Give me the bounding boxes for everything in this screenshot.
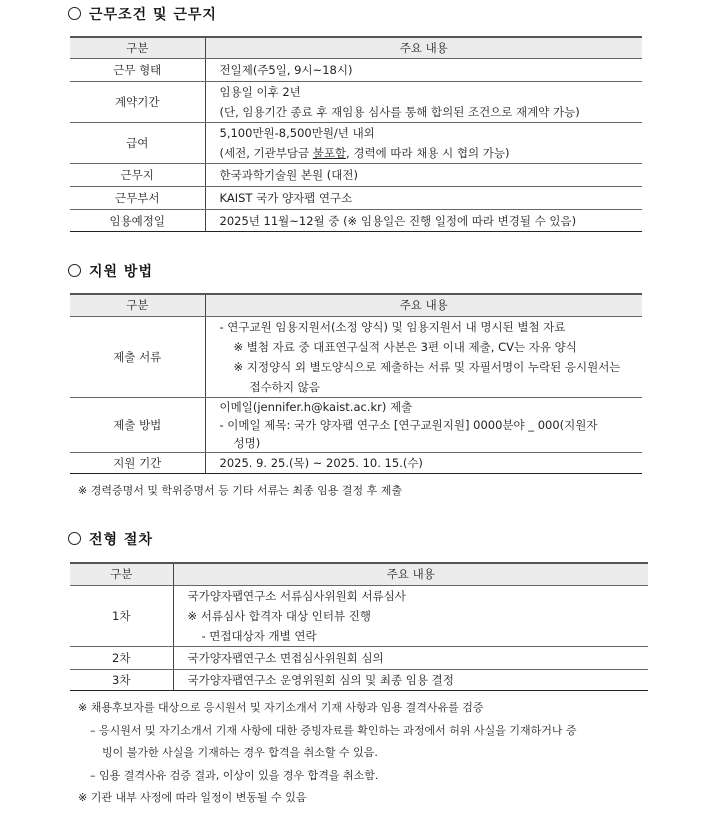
value-line: 임용일 이후 2년 (219, 85, 301, 99)
value-line (220, 143, 643, 163)
header-category: 구분 (70, 563, 173, 585)
table-row (70, 123, 642, 164)
section-title-selection (68, 529, 153, 549)
table-row (70, 187, 642, 210)
work-conditions-table (70, 36, 642, 232)
circle-bullet-icon (68, 7, 81, 20)
row-value (173, 585, 648, 646)
header-content: 주요 내용 (173, 563, 648, 585)
table-row (70, 646, 648, 669)
row-value: 국가양자팹연구소 면접심사위원회 심의 (173, 646, 648, 669)
row-value: KAIST 국가 양자팹 연구소 (205, 187, 642, 210)
note-line: – 임용 결격사유 검증 결과, 이상이 있을 경우 합격을 취소함. (90, 768, 379, 782)
note-line: ※ 채용후보자를 대상으로 응시원서 및 자기소개서 기재 사항과 임용 결격사유를 검증 (78, 701, 484, 714)
section-title-text: 전형 절차 (89, 532, 153, 548)
application-note: ※ 경력증명서 및 학위증명서 등 기타 서류는 최종 임용 결정 후 제출 (78, 484, 402, 497)
value-line: - 연구교원 임용지원서(소정 양식) 및 임용지원서 내 명시된 별첨 자료 (219, 319, 566, 334)
row-label: 계약기간 (70, 82, 205, 123)
application-table (70, 293, 642, 474)
header-category: 구분 (70, 37, 205, 59)
row-label: 1차 (70, 585, 173, 646)
value-line: 이메일(jennifer.h@kaist.ac.kr) 제출 (219, 399, 413, 414)
note-line: – 응시원서 및 자기소개서 기재 사항에 대한 증빙자료를 확인하는 과정에서 허위 사실을 기재하거나 증 (90, 723, 577, 737)
selection-notes (78, 697, 577, 810)
value-line: 성명) (233, 435, 261, 450)
section-title-text: 지원 방법 (89, 264, 153, 280)
value-line: ※ 서류심사 합격자 대상 인터뷰 진행 (187, 608, 371, 623)
row-value: 2025. 9. 25.(목) ~ 2025. 10. 15.(수) (205, 452, 642, 473)
value-line: 국가양자팹연구소 서류심사위원회 서류심사 (187, 588, 406, 603)
row-value: 2025년 11월~12월 중 (※ 임용일은 진행 일정에 따라 변경될 수 있음) (205, 210, 642, 232)
row-value: 한국과학기술원 본원 (대전) (205, 164, 642, 187)
value-line: 5,100만원-8,500만원/년 내외 (219, 126, 375, 140)
row-label: 2차 (70, 646, 173, 669)
row-value (205, 316, 642, 397)
row-value: 전일제(주5일, 9시~18시) (205, 59, 642, 82)
table-row (70, 164, 642, 187)
row-value (205, 82, 642, 123)
header-content: 주요 내용 (205, 294, 642, 316)
row-label: 지원 기간 (70, 452, 205, 473)
value-line: (단, 임용기간 종료 후 재임용 심사를 통해 합의된 조건으로 재계약 가능) (219, 105, 580, 119)
row-label: 제출 서류 (70, 316, 205, 397)
table-row (70, 585, 648, 646)
value-line: ※ 별첨 자료 중 대표연구실적 사본은 3편 이내 제출, CV는 자유 양식 (233, 339, 577, 354)
row-label: 임용예정일 (70, 210, 205, 232)
circle-bullet-icon (68, 264, 81, 277)
table-row (70, 397, 642, 452)
selection-table (70, 562, 648, 691)
circle-bullet-icon (68, 532, 81, 545)
row-value (205, 123, 642, 164)
table-row (70, 59, 642, 82)
row-label: 제출 방법 (70, 397, 205, 452)
section-title-work-conditions (68, 4, 217, 24)
table-row (70, 452, 642, 473)
table-row (70, 82, 642, 123)
row-label: 근무 형태 (70, 59, 205, 82)
row-label: 3차 (70, 669, 173, 690)
value-line: - 면접대상자 개별 연락 (201, 628, 317, 643)
row-value (205, 397, 642, 452)
header-content: 주요 내용 (205, 37, 642, 59)
note-line: ※ 기관 내부 사정에 따라 일정이 변동될 수 있음 (78, 791, 307, 804)
underlined-text: 불포함 (312, 146, 347, 160)
value-line: - 이메일 제목: 국가 양자팹 연구소 [연구교원지원] 0000분야 _ 000(지원자 (219, 417, 598, 432)
row-label: 근무지 (70, 164, 205, 187)
header-category: 구분 (70, 294, 205, 316)
value-text: , 경력에 따라 채용 시 협의 가능) (346, 146, 510, 160)
table-row (70, 316, 642, 397)
row-label: 근무부서 (70, 187, 205, 210)
table-row (70, 210, 642, 232)
value-text: (세전, 기관부담금 (219, 146, 313, 160)
row-label: 급여 (70, 123, 205, 164)
section-title-application (68, 261, 153, 281)
value-line: ※ 지정양식 외 별도양식으로 제출하는 서류 및 자필서명이 누락된 응시원서는 (233, 359, 621, 374)
value-line: 접수하지 않음 (249, 379, 320, 394)
section-title-text: 근무조건 및 근무지 (89, 7, 217, 23)
note-line: 빙이 불가한 사실을 기재하는 경우 합격을 취소할 수 있음. (102, 746, 378, 759)
row-value: 국가양자팹연구소 운영위원회 심의 및 최종 임용 결정 (173, 669, 648, 690)
table-row (70, 669, 648, 690)
